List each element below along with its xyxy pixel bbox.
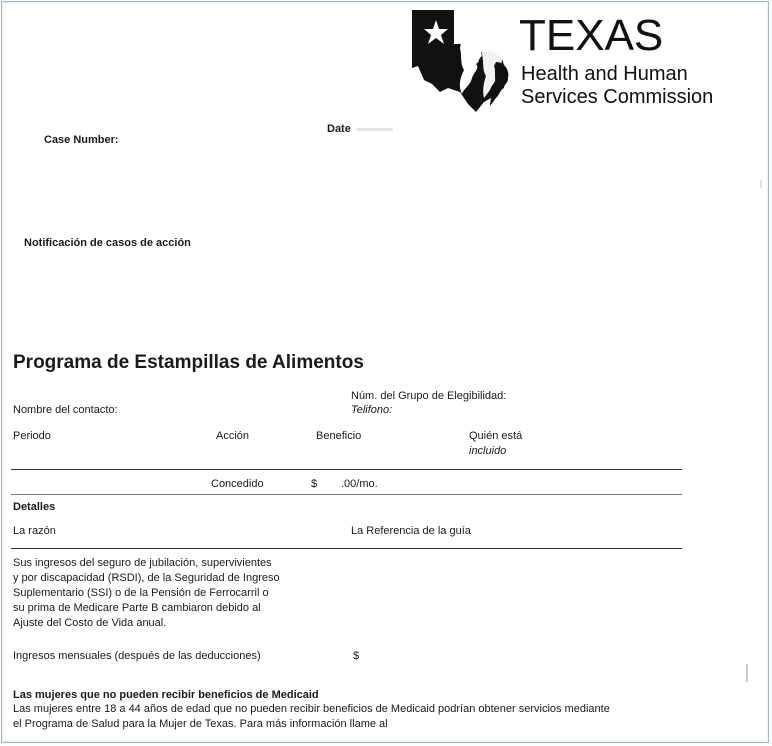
reason-line: Sus ingresos del seguro de jubilación, supervivientes	[13, 557, 272, 569]
phone-label: Telifono:	[351, 404, 393, 416]
medicaid-heading: Las mujeres que no pueden recibir beneficios de Medicaid	[13, 689, 319, 701]
date-label: Date	[327, 123, 351, 135]
scan-mark	[760, 180, 762, 188]
texas-hhsc-logo-icon	[410, 8, 520, 112]
details-heading: Detalles	[13, 501, 56, 513]
reason-line: su prima de Medicare Parte B cambiaron debido al	[13, 602, 261, 614]
table-header-divider	[11, 469, 682, 470]
logo-line-1: Health and Human	[521, 63, 688, 85]
row-action: Concedido	[211, 478, 264, 490]
row-currency: $	[311, 478, 318, 490]
col-benefit: Beneficio	[316, 430, 362, 442]
reason-line: Suplementario (SSI) o de la Pensión de Ferrocarril o	[13, 587, 269, 599]
program-title: Programa de Estampillas de Alimentos	[13, 352, 364, 373]
logo-title: TEXAS	[519, 11, 664, 60]
medicaid-line-2: el Programa de Salud para la Mujer de Texas. Para más información llame al	[13, 718, 388, 730]
income-label: Ingresos mensuales (después de las deducciones)	[13, 650, 261, 662]
income-currency: $	[353, 650, 360, 662]
reason-line: y por discapacidad (RSDI), de la Seguridad de Ingreso	[13, 572, 280, 584]
medicaid-line-1: Las mujeres entre 18 a 44 años de edad que no pueden recibir beneficios de Medicaid podrían obtener servicios mediante	[13, 703, 610, 715]
details-divider	[11, 548, 682, 549]
date-value-faint	[357, 128, 393, 131]
reason-line: Ajuste del Costo de Vida anual.	[13, 617, 167, 629]
guide-ref-label: La Referencia de la guía	[351, 525, 471, 537]
notice-title: Notificación de casos de acción	[24, 237, 191, 249]
contact-label: Nombre del contacto:	[13, 404, 118, 416]
row-amount: .00/mo.	[341, 478, 378, 490]
reason-label: La razón	[13, 525, 56, 537]
scan-mark	[746, 664, 748, 682]
case-number-label: Case Number:	[44, 134, 119, 146]
col-included-1: Quién está	[469, 430, 523, 442]
col-action: Acción	[216, 430, 250, 442]
row-divider	[11, 494, 682, 495]
col-included-2: incluido	[469, 445, 507, 457]
group-number-label: Núm. del Grupo de Elegibilidad:	[351, 390, 507, 402]
col-period: Periodo	[13, 430, 51, 442]
logo-line-2: Services Commission	[521, 86, 714, 108]
